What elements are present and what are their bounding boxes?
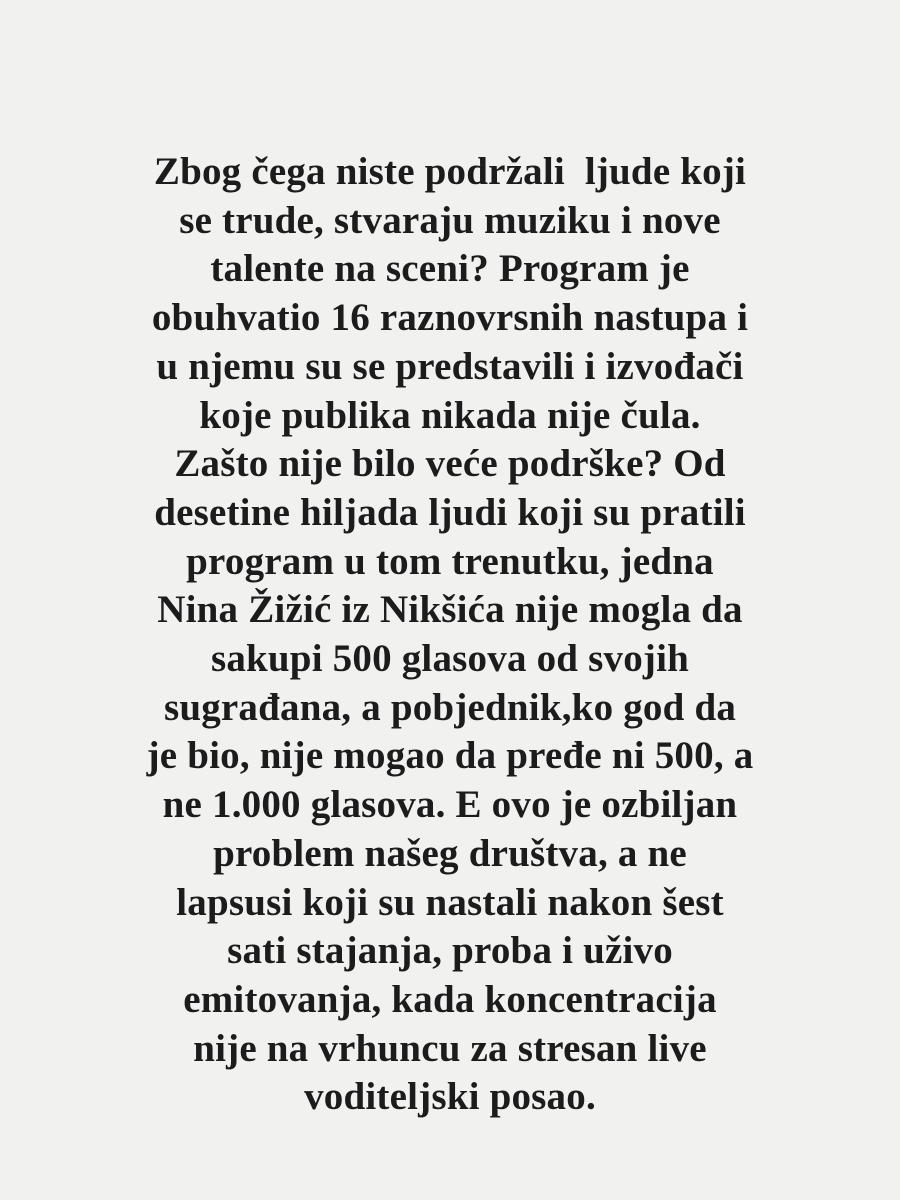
text-line: sakupi 500 glasova od svojih xyxy=(210,637,690,681)
post-text xyxy=(0,148,900,1122)
text-line: program u tom trenutku, jedna xyxy=(186,539,714,583)
text-line: talente na sceni? Program je xyxy=(210,247,690,291)
text-line: voditeljski posao. xyxy=(304,1075,596,1119)
text-line: sugrađana, a pobjednik,ko god da xyxy=(163,685,737,729)
text-line: obuhvatio 16 raznovrsnih nastupa i xyxy=(151,296,749,340)
text-line: desetine hiljada ljudi koji su pratili xyxy=(154,490,746,534)
text-line: je bio, nije mogao da pređe ni 500, a xyxy=(146,734,754,778)
text-line: u njemu su se predstavili i izvođači xyxy=(156,344,744,388)
text-line: lapsusi koji su nastali nakon šest xyxy=(176,880,724,924)
text-line: problem našeg društva, a ne xyxy=(213,831,687,875)
text-line: se trude, stvaraju muziku i nove xyxy=(179,198,721,242)
text-line: koje publika nikada nije čula. xyxy=(199,393,701,437)
text-line: Zašto nije bilo veće podrške? Od xyxy=(174,442,726,486)
text-line: emitovanja, kada koncentracija xyxy=(183,977,717,1021)
text-line: nije na vrhuncu za stresan live xyxy=(193,1026,707,1070)
text-line: sati stajanja, proba i uživo xyxy=(227,929,673,973)
text-line: ne 1.000 glasova. E ovo je ozbiljan xyxy=(162,783,738,827)
text-line: Nina Žižić iz Nikšića nije mogla da xyxy=(157,588,743,632)
text-line: Zbog čega niste podržali ljude koji xyxy=(153,150,747,193)
